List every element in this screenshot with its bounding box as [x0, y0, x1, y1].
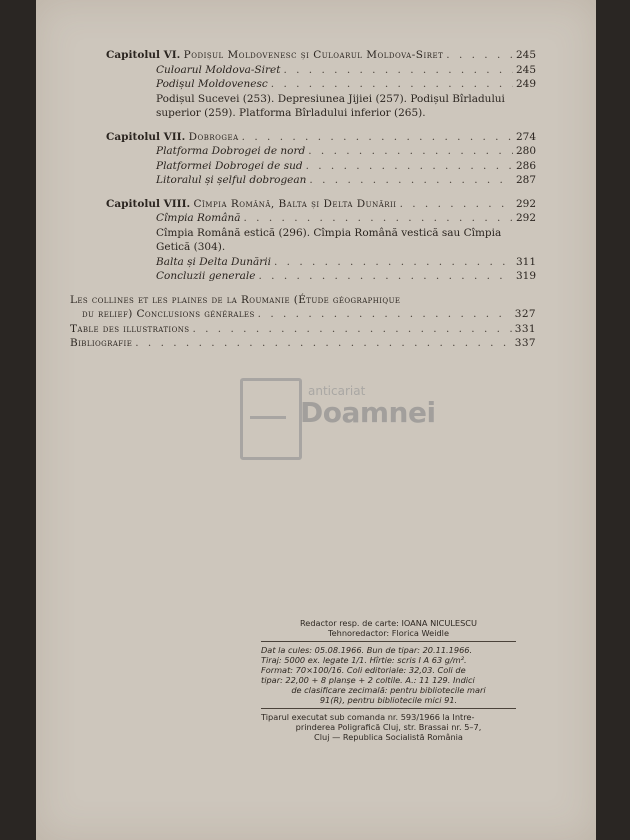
section-title: Platforma Dobrogei de nord: [156, 145, 306, 157]
section-row: [106, 63, 536, 78]
chapter-title: Dobrogea: [188, 130, 239, 143]
leader-dots: [308, 144, 513, 159]
subsection-line: superior (259). Platforma Bîrladului inferior (265).: [156, 107, 426, 119]
bibliography-title: Bibliografie: [70, 337, 133, 349]
print-detail-line: Format: 70×100/16. Coli editoriale: 32,03. Coli de: [261, 665, 466, 675]
leader-dots: [400, 197, 513, 212]
leader-dots: [258, 307, 512, 322]
subsection-list: [106, 226, 536, 255]
section-row: [106, 173, 536, 188]
leader-dots: [135, 336, 512, 351]
bibliography-row: [70, 336, 536, 351]
section-title: Podișul Moldovenesc: [156, 78, 268, 90]
leader-dots: [309, 173, 513, 188]
page-number: 337: [514, 337, 536, 349]
illustrations-row: [70, 322, 536, 337]
page-number: 292: [515, 197, 536, 210]
page-number: 286: [515, 159, 536, 172]
subsection-line: Cîmpia Română estică (296). Cîmpia Română vestică sau Cîmpia: [156, 226, 502, 239]
page-number: 280: [515, 145, 536, 157]
subsection-list: [106, 92, 536, 121]
chapter-7: [106, 130, 536, 188]
colophon: [261, 618, 516, 742]
resume-title-line: Les collines et les plaines de la Roumanie (Étude géographique: [70, 293, 401, 306]
page-number: 245: [515, 63, 536, 76]
print-detail-line: tipar: 22,00 + 8 planșe + 2 coltile. A.: 11 129. Indici: [261, 675, 475, 685]
subsection-line: Podișul Sucevei (253). Depresiunea Jijiei (257). Podișul Bîrladului: [156, 92, 505, 105]
books-icon: [250, 416, 286, 449]
printer-line: Cluj — Republica Socialistă România: [314, 732, 463, 742]
back-matter: [70, 293, 536, 351]
chapter-number: Capitolul VIII.: [106, 197, 191, 210]
subsection-line: Getică (304).: [156, 241, 226, 253]
stamp-big-text: Doamnei: [300, 396, 436, 429]
tehnoredactor-line: Tehnoredactor: Florica Weidle: [328, 628, 449, 638]
print-detail-line: de clasificare zecimală: pentru bibliotecile mari: [291, 685, 486, 695]
page-number: 319: [515, 270, 536, 282]
page-number: 292: [515, 212, 536, 224]
page-number: 331: [514, 322, 536, 335]
watermark-stamp: [236, 378, 466, 458]
page-number: 311: [515, 255, 536, 268]
section-row: [106, 255, 536, 270]
page-number: 287: [515, 174, 536, 186]
section-row: [106, 144, 536, 159]
chapter-title-row: [106, 48, 536, 63]
print-detail-line: Tiraj: 5000 ex. legate 1/1. Hîrtie: scris I A 63 g/m².: [261, 655, 467, 665]
leader-dots: [283, 63, 513, 78]
page-number: 327: [514, 308, 536, 320]
chapter-title-row: [106, 130, 536, 145]
leader-dots: [192, 322, 511, 337]
print-detail-line: 91(R), pentru bibliotecile mici 91.: [319, 695, 458, 705]
page-number: 245: [515, 49, 536, 61]
chapter-8: [106, 197, 536, 284]
leader-dots: [274, 255, 513, 270]
section-row: [106, 159, 536, 174]
section-row: [106, 211, 536, 226]
chapter-title: Cîmpia Română, Balta și Delta Dunării: [193, 197, 397, 210]
printer-line: prinderea Poligrafică Cluj, str. Brassai nr. 5–7,: [295, 722, 482, 732]
table-of-contents: [70, 48, 536, 351]
leader-dots: [271, 77, 513, 92]
resume-row: [70, 307, 536, 322]
leader-dots: [306, 159, 513, 174]
leader-dots: [244, 211, 513, 226]
section-title: Cîmpia Română: [156, 212, 241, 224]
section-row: [106, 77, 536, 92]
section-title: Platformei Dobrogei de sud: [156, 159, 303, 172]
page-number: 249: [515, 78, 536, 90]
leader-dots: [258, 269, 512, 284]
printer-line: Tiparul executat sub comanda nr. 593/1966 la Intre-: [261, 712, 475, 722]
chapter-number: Capitolul VI.: [106, 49, 181, 61]
chapter-6: [106, 48, 536, 121]
chapter-title-row: [106, 197, 536, 212]
chapter-number: Capitolul VII.: [106, 130, 186, 143]
print-detail-line: Dat la cules: 05.08.1966. Bun de tipar: 20.11.1966.: [261, 645, 473, 655]
section-title: Litoralul și șelful dobrogean: [156, 174, 307, 186]
section-row: [106, 269, 536, 284]
leader-dots: [242, 130, 513, 145]
section-title: Concluzii generale: [156, 270, 256, 282]
stamp-small-text: anticariat: [308, 384, 366, 398]
book-page: [36, 0, 596, 840]
divider: [261, 708, 516, 709]
redactor-line: Redactor resp. de carte: IOANA NICULESCU: [299, 618, 478, 628]
resume-title-continued: du relief) Conclusions générales: [82, 308, 255, 320]
section-title: Balta și Delta Dunării: [156, 255, 271, 268]
chapter-title: Podișul Moldovenesc și Culoarul Moldova-Siret: [183, 49, 444, 61]
page-number: 274: [515, 130, 536, 143]
section-title: Culoarul Moldova-Siret: [156, 63, 281, 76]
leader-dots: [446, 48, 513, 63]
divider: [261, 641, 516, 642]
illustrations-title: Table des illustrations: [70, 322, 190, 335]
